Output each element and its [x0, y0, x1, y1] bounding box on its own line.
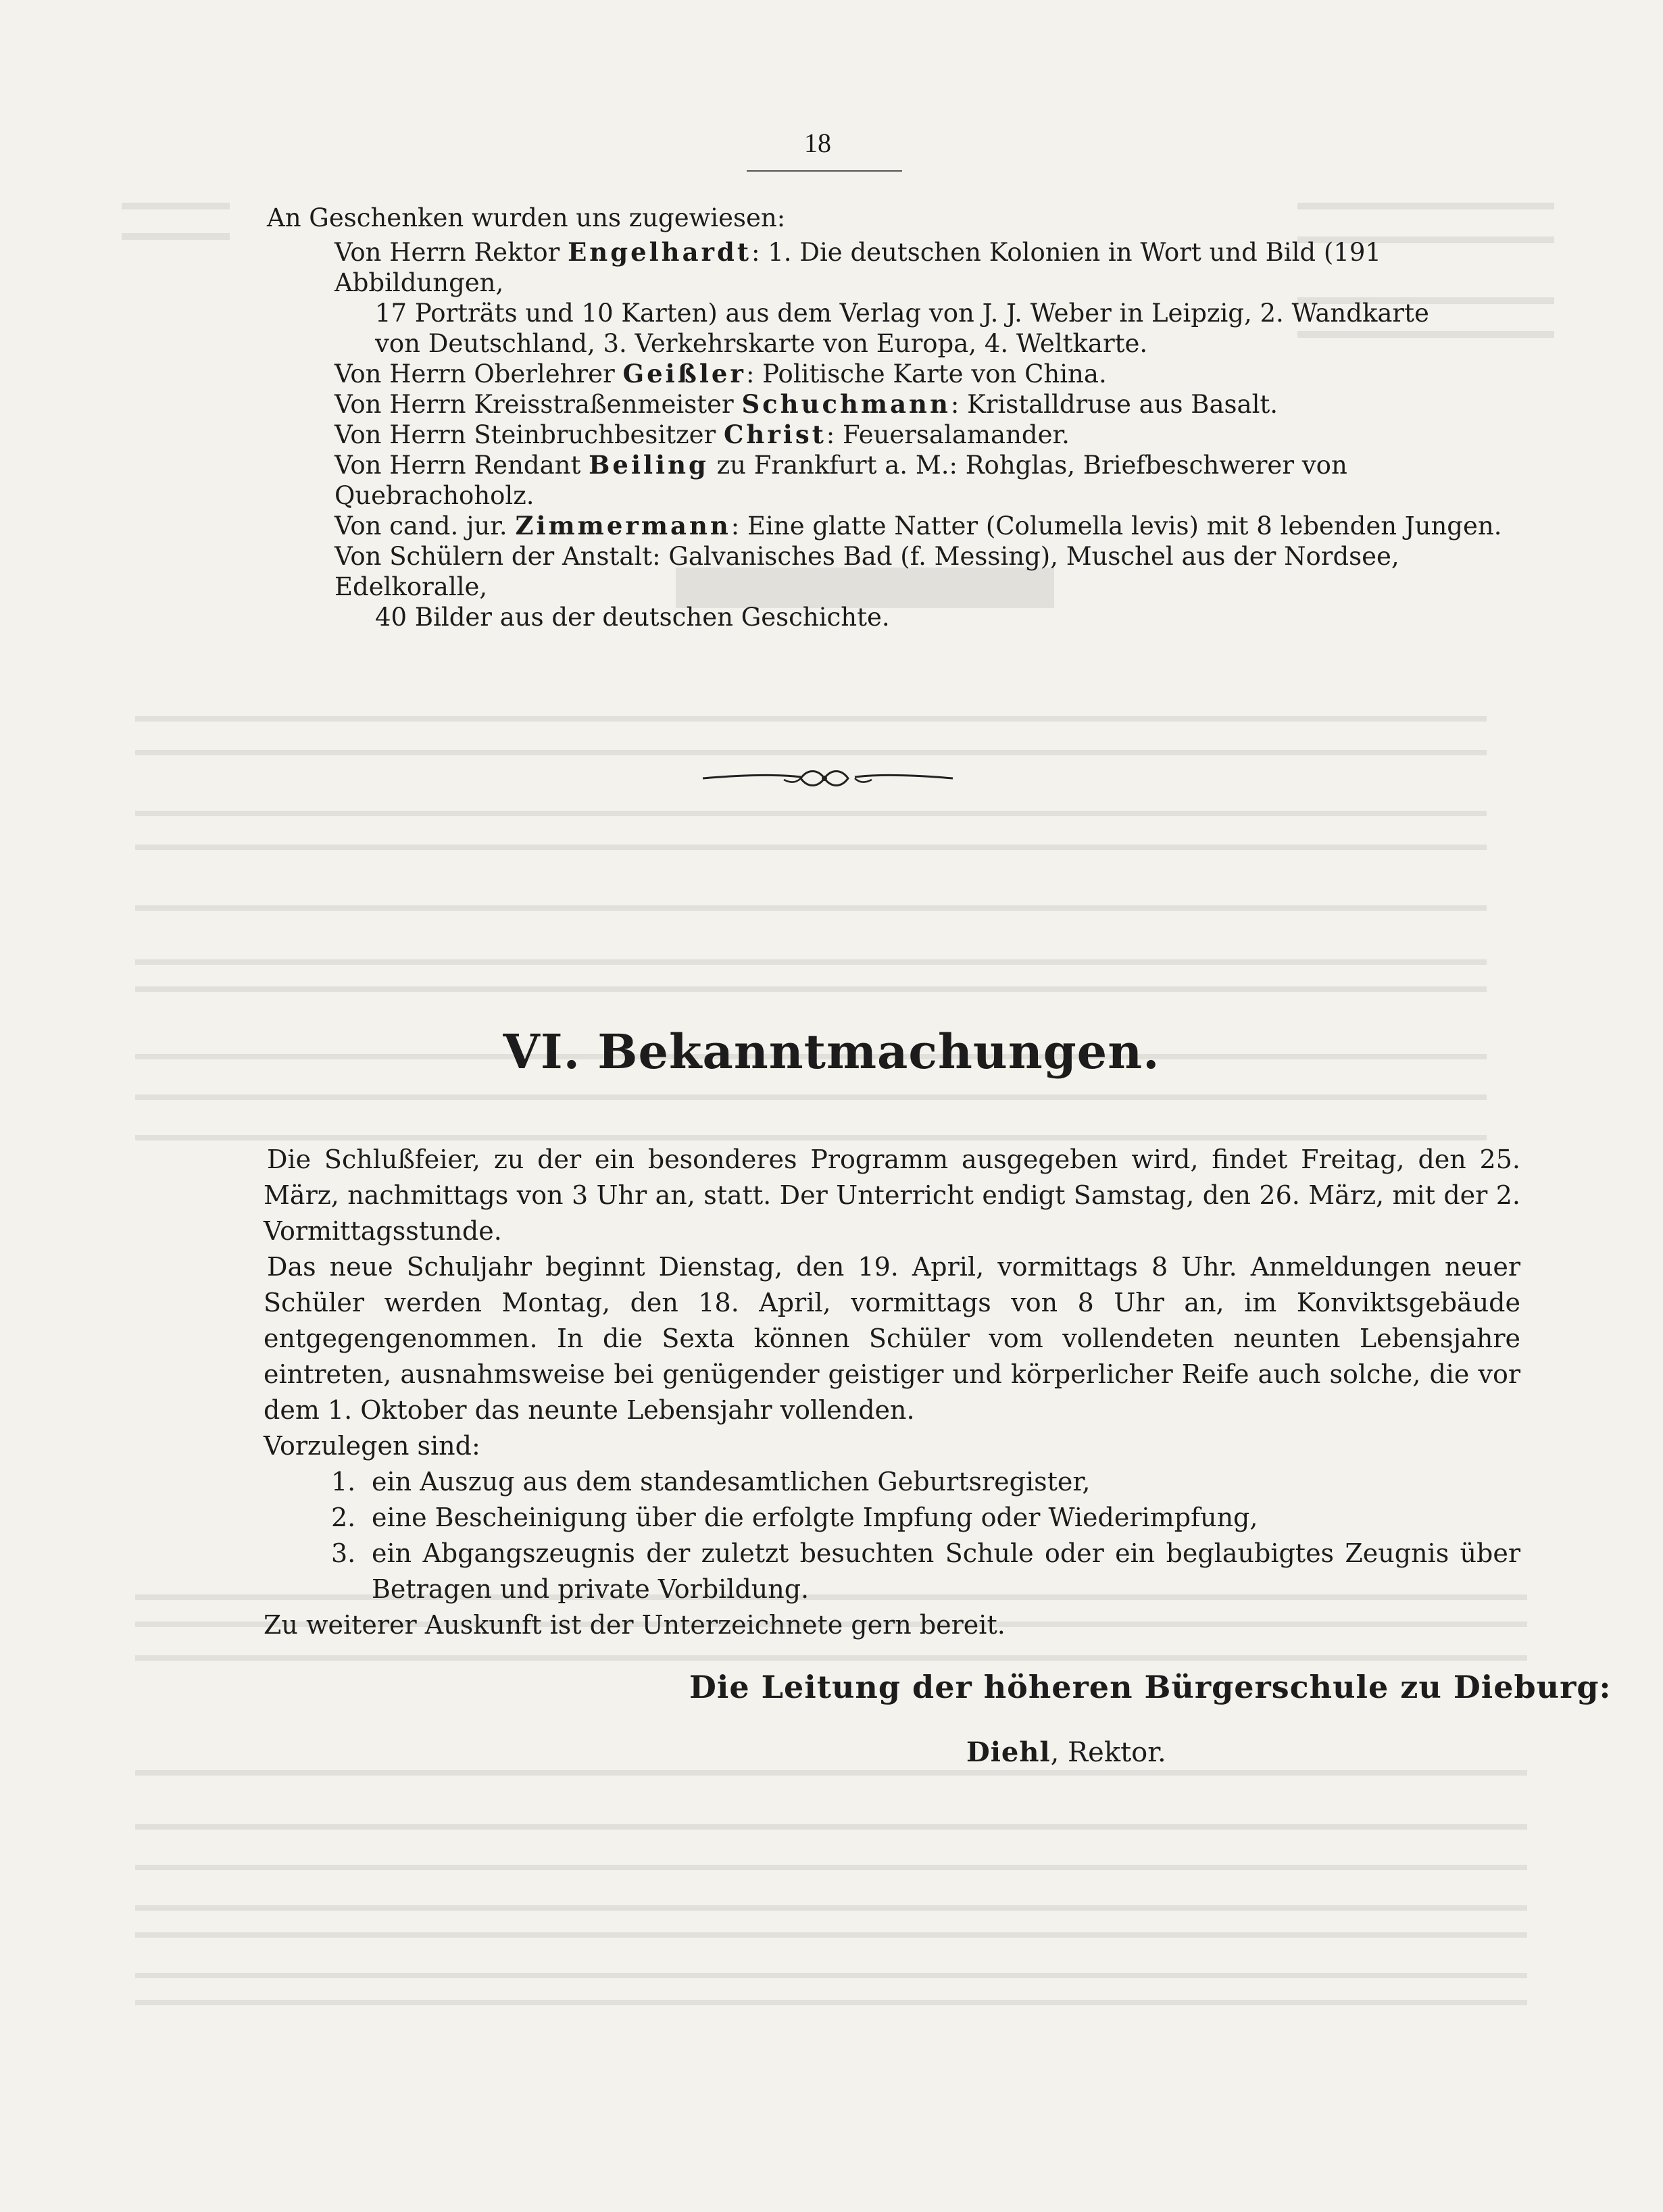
notice-section: [264, 1142, 1520, 1643]
signature-block: [966, 1736, 1166, 1768]
gift-donor-prefix: Von cand. jur.: [334, 511, 507, 541]
gift-donor-prefix: Von Herrn Kreisstraßenmeister: [334, 390, 734, 419]
signature-institution: Die Leitung der höheren Bürgerschule zu Dieburg:: [689, 1669, 1612, 1705]
gift-description-continued: 40 Bilder aus der deutschen Geschichte.: [375, 603, 890, 632]
gift-description: : Kristalldruse aus Basalt.: [950, 390, 1279, 419]
notice-paragraph-closing-ceremony: Die Schlußfeier, zu der ein besonderes Programm ausgegeben wird, findet Freitag, den 25. März, nachmittags von 3 Uhr an, statt. Der Unterricht endigt Samstag, den 26. März, mit der 2. Vormittagsstunde.: [264, 1145, 1520, 1246]
ornament-divider: [699, 765, 956, 792]
gift-donor-name: Christ: [723, 420, 826, 449]
documents-list: [331, 1464, 1520, 1607]
gift-description: : Feuersalamander.: [826, 420, 1070, 449]
gift-description-continued: von Deutschland, 3. Verkehrskarte von Europa, 4. Weltkarte.: [375, 329, 1148, 358]
notice-paragraph-further-info: Zu weiterer Auskunft ist der Unterzeichnete gern bereit.: [264, 1610, 1006, 1640]
gift-donor-prefix: Von Herrn Rendant: [334, 451, 581, 480]
notice-paragraph-documents: Vorzulegen sind:: [264, 1431, 480, 1461]
gift-entry: [334, 420, 1524, 450]
list-item: [331, 1500, 1520, 1536]
gifts-list: [267, 237, 1524, 632]
list-item-text: ein Auszug aus dem standesamtlichen Geburtsregister,: [372, 1467, 1091, 1497]
gift-donor-prefix: Von Herrn Rektor: [334, 238, 560, 267]
list-item-number: 3.: [331, 1538, 356, 1568]
gift-entry: [334, 450, 1524, 511]
signature-name: Diehl: [966, 1736, 1051, 1768]
gift-donor-prefix: Von Herrn Steinbruchbesitzer: [334, 420, 716, 449]
gift-donor-prefix: Von Schülern der Anstalt:: [334, 542, 661, 571]
gift-donor-name: Zimmermann: [515, 511, 731, 541]
list-item-text: ein Abgangszeugnis der zuletzt besuchten Schule oder ein beglaubigtes Zeugnis über Betragen und private Vorbildung.: [372, 1538, 1520, 1604]
signature-title: , Rektor.: [1050, 1737, 1166, 1768]
gift-donor-name: Beiling: [589, 450, 709, 480]
gift-description: : 1. Die deutschen Kolonien in Wort und Bild (191 Abbildungen,: [334, 238, 1381, 297]
list-item-number: 2.: [331, 1503, 356, 1532]
gift-donor-prefix: Von Herrn Oberlehrer: [334, 359, 615, 388]
gift-description: : Eine glatte Natter (Columella levis) mit 8 lebenden Jungen.: [730, 511, 1502, 541]
gift-donor-name: Geißler: [622, 359, 746, 388]
notice-paragraph-new-school-year: Das neue Schuljahr beginnt Dienstag, den 19. April, vormittags 8 Uhr. Anmeldungen neuer Schüler werden Montag, den 18. April, vormittags von 8 Uhr an, im Konviktsgebäude entgegengenommen. In die Sexta können Schüler vom vollendeten neunten Lebensjahre eintreten, ausnahmsweise bei genügender geistiger und körperlicher Reife auch solche, die vor dem 1. Oktober das neunte Lebensjahr vollenden.: [264, 1252, 1520, 1425]
page-number-rule: [747, 170, 902, 172]
gift-description-continued: 17 Porträts und 10 Karten) aus dem Verlag von J. J. Weber in Leipzig, 2. Wandkarte: [375, 299, 1429, 328]
gift-entry: [334, 511, 1524, 541]
list-item-number: 1.: [331, 1467, 356, 1497]
gift-entry: [334, 359, 1524, 389]
gift-donor-name: Schuchmann: [741, 389, 951, 419]
section-heading: VI. Bekanntmachungen.: [503, 1024, 1160, 1080]
gifts-intro: An Geschenken wurden uns zugewiesen:: [267, 203, 786, 232]
list-item: [331, 1464, 1520, 1500]
gift-description: : Politische Karte von China.: [745, 359, 1107, 388]
gift-entry: [334, 389, 1524, 420]
list-item: [331, 1536, 1520, 1607]
gift-entry: [334, 541, 1524, 602]
page-number: 18: [804, 128, 831, 158]
list-item-text: eine Bescheinigung über die erfolgte Impfung oder Wiederimpfung,: [372, 1503, 1258, 1532]
gift-description: zu Frankfurt a. M.: Rohglas, Briefbeschwerer von Quebrachoholz.: [334, 451, 1347, 510]
gift-description: Galvanisches Bad (f. Messing), Muschel aus der Nordsee, Edelkoralle,: [334, 542, 1399, 601]
gift-donor-name: Engelhardt: [568, 237, 751, 267]
gift-entry: [334, 237, 1524, 298]
gifts-section: [267, 203, 1524, 632]
